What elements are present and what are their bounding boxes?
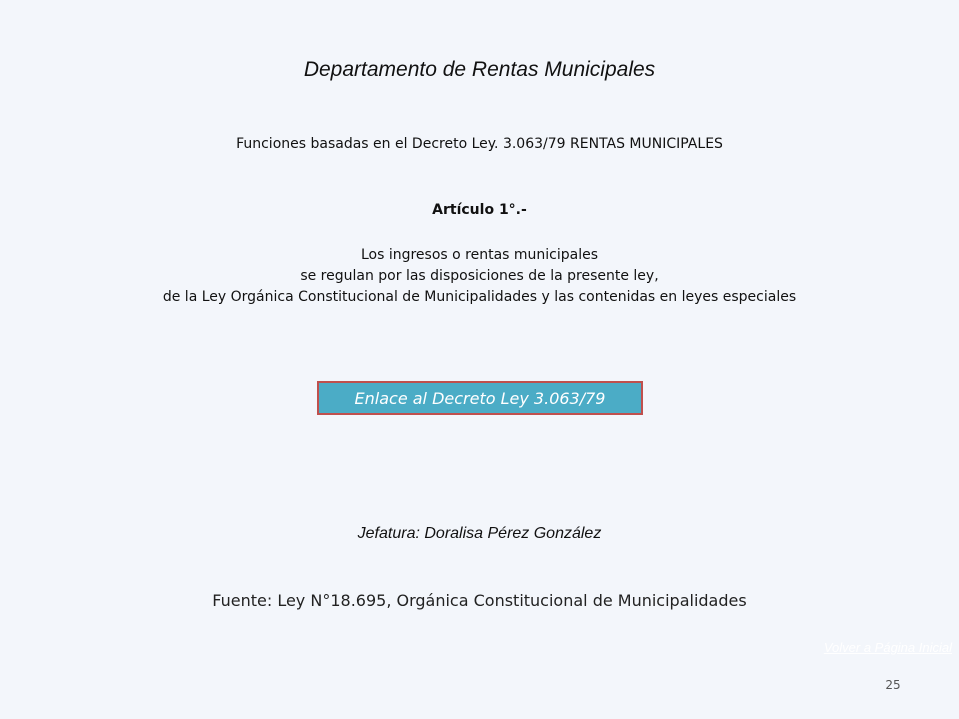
decree-link-button[interactable]	[317, 381, 643, 415]
article-body-line: de la Ley Orgánica Constitucional de Municipalidades y las contenidas en leyes especiales	[162, 289, 797, 305]
article-heading: Artículo 1°.-	[432, 202, 527, 218]
source-text: Fuente: Ley N°18.695, Orgánica Constitucional de Municipalidades	[212, 591, 747, 610]
jefatura-text: Jefatura: Doralisa Pérez González	[357, 525, 602, 542]
article-body	[0, 245, 959, 308]
page-number: 25	[885, 678, 901, 692]
article-body-line: se regulan por las disposiciones de la presente ley,	[300, 268, 659, 284]
decree-link-label: Enlace al Decreto Ley 3.063/79	[354, 388, 606, 408]
article-body-line: Los ingresos o rentas municipales	[360, 247, 599, 263]
back-to-home-link[interactable]: Volver a Página Inicial	[823, 640, 952, 655]
subtitle: Funciones basadas en el Decreto Ley. 3.063/79 RENTAS MUNICIPALES	[236, 136, 723, 152]
page-title: Departamento de Rentas Municipales	[303, 58, 656, 81]
